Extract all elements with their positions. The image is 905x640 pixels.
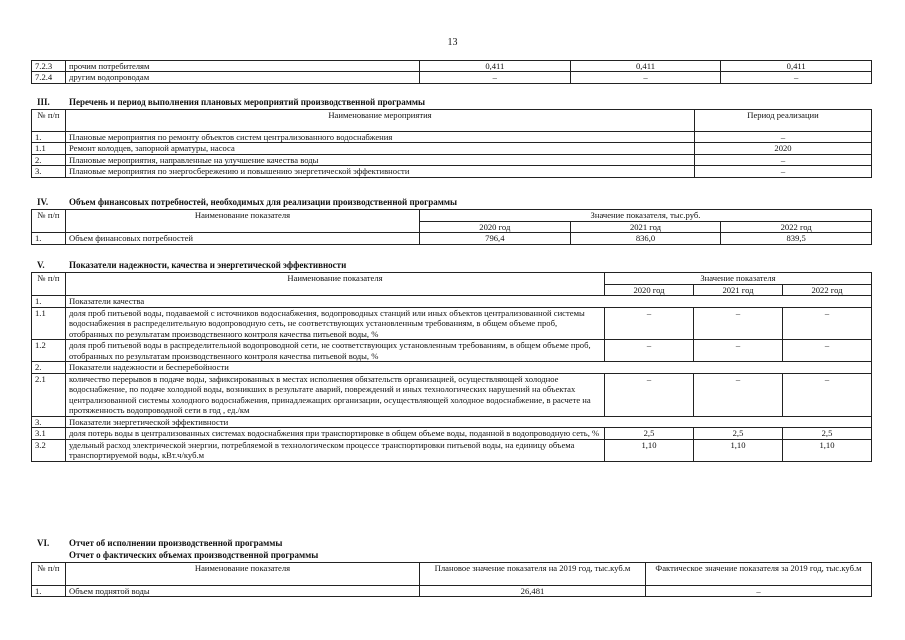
row-number: 1. <box>32 233 66 244</box>
header-value: Значение показателя <box>605 273 872 285</box>
value-2021: 1,10 <box>694 439 783 461</box>
value-2022: 0,411 <box>721 61 872 72</box>
row-period: – <box>695 166 872 177</box>
value-2022: 1,10 <box>783 439 872 461</box>
value-2022: – <box>783 307 872 339</box>
row-name: Объем поднятой воды <box>66 586 420 597</box>
row-number: 3. <box>32 166 66 177</box>
section-6-number: VI. <box>37 538 50 548</box>
row-period: 2020 <box>695 143 872 154</box>
table-row <box>32 307 872 339</box>
header-num: № п/п <box>32 110 66 132</box>
value-2020: 1,10 <box>605 439 694 461</box>
row-name: Плановые мероприятия по энергосбережению и повышению энергетической эффективности <box>66 166 695 177</box>
value-2020: – <box>605 307 694 339</box>
header-value: Значение показателя, тыс.руб. <box>420 210 872 222</box>
value-2020: 796,4 <box>420 233 571 244</box>
section-3-table <box>31 109 872 178</box>
value-2021: – <box>694 373 783 416</box>
section-6-subtitle: Отчет о фактических объемах производственной программы <box>69 550 319 560</box>
row-name: доля проб питьевой воды, подаваемой с источников водоснабжения, водопроводных станций или иных объектов централизованной системы водоснабжения в распределительную водопроводную сеть, не соответствующих установленным требованиям, в общем объеме проб, отобранных по результатам производственного контроля качества питьевой воды, % <box>66 307 605 339</box>
section-4-title: Объем финансовых потребностей, необходимых для реализации производственной программы <box>69 197 458 207</box>
fact-value: – <box>646 586 872 597</box>
row-name: другим водопроводам <box>66 72 420 83</box>
group-name: Показатели качества <box>66 296 872 307</box>
plan-value: 26,481 <box>420 586 646 597</box>
row-number: 1.1 <box>32 307 66 339</box>
header-year-3: 2022 год <box>721 222 872 233</box>
header-year-2: 2021 год <box>694 285 783 296</box>
header-year-1: 2020 год <box>420 222 571 233</box>
row-number: 1.1 <box>32 143 66 154</box>
header-period: Период реализации <box>695 110 872 132</box>
section-3-title: Перечень и период выполнения плановых мероприятий производственной программы <box>69 97 426 107</box>
row-name: Плановые мероприятия по ремонту объектов систем централизованного водоснабжения <box>66 132 695 143</box>
value-2022: – <box>783 373 872 416</box>
header-name: Наименование показателя <box>66 273 605 296</box>
table-row <box>32 439 872 461</box>
row-number: 2. <box>32 154 66 165</box>
row-number: 7.2.3 <box>32 61 66 72</box>
row-name: Объем финансовых потребностей <box>66 233 420 244</box>
section-5-title: Показатели надежности, качества и энергетической эффективности <box>69 260 347 270</box>
value-2020: 2,5 <box>605 428 694 439</box>
section-5 <box>31 260 872 462</box>
table-row <box>32 340 872 362</box>
row-number: 2.1 <box>32 373 66 416</box>
row-period: – <box>695 132 872 143</box>
row-number: 2. <box>32 362 66 373</box>
top-table-section <box>31 60 872 84</box>
row-number: 3.2 <box>32 439 66 461</box>
row-name: прочим потребителям <box>66 61 420 72</box>
section-3-number: III. <box>37 97 50 107</box>
section-6 <box>31 538 872 597</box>
value-2021: 2,5 <box>694 428 783 439</box>
row-number: 1. <box>32 586 66 597</box>
row-number: 7.2.4 <box>32 72 66 83</box>
header-name: Наименование показателя <box>66 563 420 586</box>
header-plan: Плановое значение показателя на 2019 год, тыс.куб.м <box>420 563 646 586</box>
table-row <box>32 72 872 83</box>
header-num: № п/п <box>32 210 66 233</box>
row-name: Плановые мероприятия, направленные на улучшение качества воды <box>66 154 695 165</box>
page-number: 13 <box>447 37 458 48</box>
row-number: 3. <box>32 416 66 427</box>
section-4-heading <box>31 197 872 209</box>
row-number: 1.2 <box>32 340 66 362</box>
table-row <box>32 373 872 416</box>
value-2020: 0,411 <box>420 61 571 72</box>
row-name: удельный расход электрической энергии, потребляемой в технологическом процессе транспортировки питьевой воды, на единицу объема транспортируемой воды, кВт.ч/куб.м <box>66 439 605 461</box>
header-num: № п/п <box>32 273 66 296</box>
row-number: 1. <box>32 132 66 143</box>
group-row <box>32 296 872 307</box>
group-name: Показатели надежности и бесперебойности <box>66 362 872 373</box>
header-year-1: 2020 год <box>605 285 694 296</box>
group-name: Показатели энергетической эффективности <box>66 416 872 427</box>
group-row <box>32 416 872 427</box>
value-2021: – <box>694 340 783 362</box>
value-2020: – <box>605 340 694 362</box>
table-row <box>32 586 872 597</box>
group-row <box>32 362 872 373</box>
header-name: Наименование показателя <box>66 210 420 233</box>
value-2020: – <box>420 72 571 83</box>
table-row <box>32 166 872 177</box>
table-row <box>32 154 872 165</box>
section-4 <box>31 197 872 245</box>
section-5-heading <box>31 260 872 272</box>
header-year-2: 2021 год <box>570 222 721 233</box>
value-2022: 2,5 <box>783 428 872 439</box>
section-4-number: IV. <box>37 197 49 207</box>
section-5-number: V. <box>37 260 45 270</box>
table-row <box>32 428 872 439</box>
row-period: – <box>695 154 872 165</box>
section-6-table <box>31 562 872 597</box>
value-2021: – <box>694 307 783 339</box>
value-2022: – <box>783 340 872 362</box>
header-name: Наименование мероприятия <box>66 110 695 132</box>
section-6-heading <box>31 538 872 550</box>
section-3-heading <box>31 97 872 109</box>
section-6-title: Отчет об исполнении производственной программы <box>69 538 283 548</box>
top-continuation-table <box>31 60 872 84</box>
value-2022: – <box>721 72 872 83</box>
section-5-table <box>31 272 872 462</box>
value-2021: 836,0 <box>570 233 721 244</box>
header-num: № п/п <box>32 563 66 586</box>
table-row <box>32 132 872 143</box>
section-4-table <box>31 209 872 245</box>
row-number: 3.1 <box>32 428 66 439</box>
row-name: доля проб питьевой воды в распределительной водопроводной сети, не соответствующих установленным требованиям, в общем объеме проб, отобранных по результатам производственного контроля качества питьевой воды, % <box>66 340 605 362</box>
row-name: доля потерь воды в централизованных системах водоснабжения при транспортировке в общем объеме воды, поданной в водопроводную сеть, % <box>66 428 605 439</box>
table-row <box>32 143 872 154</box>
section-3 <box>31 97 872 178</box>
header-year-3: 2022 год <box>783 285 872 296</box>
value-2020: – <box>605 373 694 416</box>
header-fact: Фактическое значение показателя за 2019 год, тыс.куб.м <box>646 563 872 586</box>
value-2022: 839,5 <box>721 233 872 244</box>
table-row <box>32 61 872 72</box>
value-2021: – <box>570 72 721 83</box>
row-name: Ремонт колодцев, запорной арматуры, насоса <box>66 143 695 154</box>
table-row <box>32 233 872 244</box>
row-name: количество перерывов в подаче воды, зафиксированных в местах исполнения обязательств организацией, осуществляющей холодное водоснабжение, по подаче холодной воды, возникших в результате аварий, повреждений и иных технологических нарушений на объектах централизованной системы холодного водоснабжения, принадлежащих организации, осуществляющей холодное водоснабжение, в расчете на протяженность водопроводной сети в год , ед./км <box>66 373 605 416</box>
value-2021: 0,411 <box>570 61 721 72</box>
row-number: 1. <box>32 296 66 307</box>
